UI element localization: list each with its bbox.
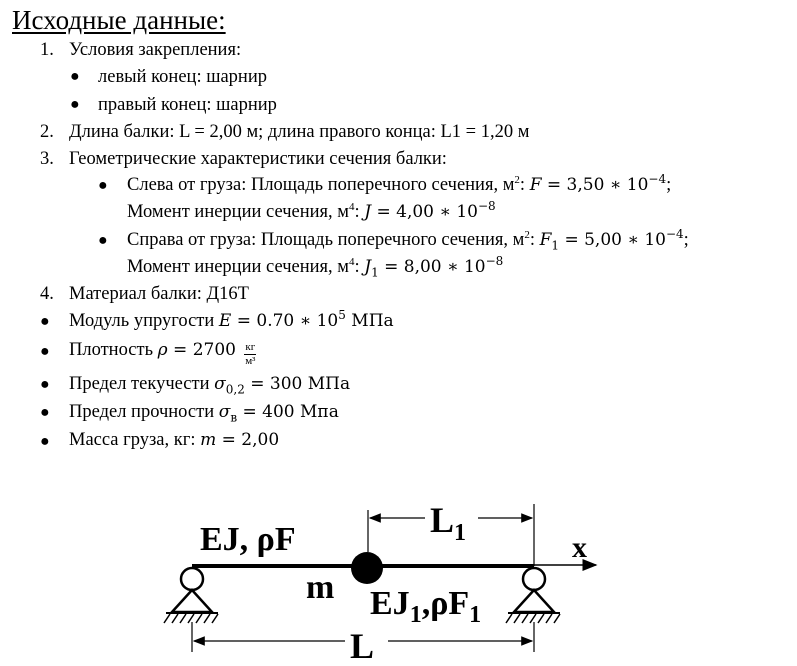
subscript: 1 — [551, 238, 560, 253]
bullet-icon: ● — [40, 376, 50, 393]
math: = 2700 — [167, 340, 242, 360]
item-number: 3. — [40, 149, 54, 169]
math: = 8,00 ∗ 10 — [378, 257, 486, 277]
math: = 0.70 ∗ 10 — [231, 311, 339, 331]
superscript: −8 — [477, 198, 496, 213]
text: : — [354, 257, 365, 277]
label-left-segment: EJ, ρF — [200, 521, 296, 558]
fraction — [244, 341, 256, 368]
subscript: 1 — [371, 265, 379, 280]
math-var: σ — [214, 374, 226, 394]
label-L1: $L_1$ — [430, 500, 467, 546]
subscript: в — [230, 410, 238, 425]
superscript: 2 — [524, 228, 530, 241]
list-item — [69, 309, 394, 333]
bullet-icon: ● — [70, 68, 80, 85]
list-item — [40, 38, 54, 62]
superscript: −8 — [485, 253, 504, 268]
superscript: 2 — [514, 173, 520, 186]
item-number: 2. — [40, 122, 54, 142]
text: : — [529, 230, 540, 250]
bullet-icon: ● — [40, 343, 50, 360]
list-item: Материал балки: Д16Т — [69, 284, 249, 304]
superscript: 5 — [338, 307, 346, 322]
math-var: m — [200, 430, 217, 450]
left-support-icon — [164, 568, 218, 623]
label-right-segment: $EJ_1,\rho F_1$ — [370, 585, 482, 628]
list-item: левый конец: шарнир — [98, 67, 267, 87]
bullet-icon: ● — [40, 433, 50, 450]
math-var: ρ — [157, 340, 168, 360]
text: ; — [683, 230, 689, 250]
text: Плотность — [69, 340, 158, 360]
math: = 4,00 ∗ 10 — [371, 202, 478, 222]
label-mass: m — [306, 569, 335, 606]
page-title: Исходные данные: — [12, 5, 226, 35]
bullet-icon: ● — [98, 232, 108, 249]
text: Момент инерции сечения, м — [127, 202, 349, 222]
text: : — [354, 202, 365, 222]
text: Предел текучести — [69, 374, 215, 394]
bullet-icon: ● — [40, 404, 50, 421]
superscript: 4 — [348, 200, 355, 213]
math: = 400 Мпа — [237, 402, 339, 422]
math-var: E — [218, 311, 232, 331]
bullet-icon: ● — [40, 313, 50, 330]
list-item-text: Условия закрепления: — [69, 40, 242, 60]
text: Масса груза, кг: — [69, 430, 201, 450]
math: = 3,50 ∗ 10 — [541, 175, 649, 195]
bullet-icon: ● — [98, 177, 108, 194]
math: = 2,00 — [216, 430, 280, 450]
list-item — [127, 173, 671, 197]
math: = 300 МПа — [244, 374, 351, 394]
superscript: −4 — [665, 226, 684, 241]
math-var: J — [364, 257, 372, 277]
item-number: 1. — [40, 40, 54, 60]
bullet-icon: ● — [70, 96, 80, 113]
fraction-denominator: м³ — [245, 355, 256, 367]
label-x: x — [572, 531, 587, 564]
list-item: Длина балки: L = 2,00 м; длина правого конца: L1 = 1,20 м — [69, 122, 530, 142]
list-item: Геометрические характеристики сечения балки: — [69, 149, 447, 169]
right-support-icon — [506, 568, 560, 623]
list-item — [69, 428, 279, 452]
text: Предел прочности — [69, 402, 219, 422]
math-var: F — [529, 175, 542, 195]
list-item — [69, 338, 256, 368]
list-item-continuation — [127, 200, 496, 224]
mass-point — [351, 552, 383, 584]
list-item — [69, 372, 350, 396]
list-item-continuation — [127, 255, 503, 279]
math-var: J — [364, 202, 372, 222]
superscript: −4 — [648, 171, 667, 186]
unit: МПа — [345, 311, 394, 331]
math-var: F — [539, 230, 552, 250]
list-item: правый конец: шарнир — [98, 95, 277, 115]
text: ; — [666, 175, 672, 195]
fraction-numerator: кг — [245, 341, 256, 353]
subscript: 0,2 — [225, 382, 245, 397]
item-number: 4. — [40, 284, 54, 304]
list-item — [127, 228, 689, 252]
text: Модуль упругости — [69, 311, 219, 331]
text: : — [519, 175, 530, 195]
math-var: σ — [218, 402, 231, 422]
superscript: 4 — [348, 255, 355, 268]
label-L: L — [350, 626, 375, 666]
math: = 5,00 ∗ 10 — [559, 230, 666, 250]
list-item — [69, 400, 339, 424]
text: Слева от груза: Площадь поперечного сечения, м — [127, 175, 515, 195]
text: Момент инерции сечения, м — [127, 257, 349, 277]
text: Справа от груза: Площадь поперечного сечения, м — [127, 230, 525, 250]
